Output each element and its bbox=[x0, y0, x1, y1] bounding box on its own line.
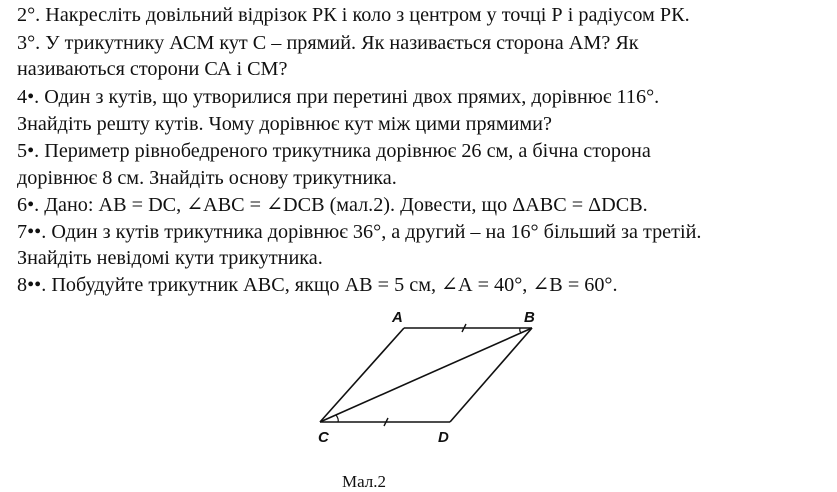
vertex-label-a: A bbox=[392, 309, 403, 326]
problem-8-text: Побудуйте трикутник АВС, якщо АВ = 5 см, ∠А = 40°, ∠В = 60°. bbox=[51, 274, 618, 296]
problem-4-line-2 bbox=[17, 111, 552, 137]
problem-8-number: 8••. bbox=[17, 274, 47, 296]
problem-5-text: Периметр рівнобедреного трикутника дорівнює 26 см, а бічна сторона bbox=[44, 140, 651, 162]
side-ac bbox=[320, 328, 404, 422]
problem-7-number: 7••. bbox=[17, 221, 47, 243]
problem-7-line-1 bbox=[17, 219, 701, 245]
problem-2-text: Накресліть довільний відрізок РК і коло з центром у точці Р і радіусом РК. bbox=[45, 4, 690, 26]
problem-4-text: Один з кутів, що утворилися при перетині двох прямих, дорівнює 116°. bbox=[44, 86, 660, 108]
problem-8-line-1 bbox=[17, 272, 618, 298]
problem-4-continuation: Знайдіть решту кутів. Чому дорівнює кут між цими прямими? bbox=[17, 113, 552, 135]
problem-4-number: 4•. bbox=[17, 86, 40, 108]
vertex-label-b: B bbox=[524, 309, 535, 326]
angle-arc-c bbox=[336, 415, 338, 422]
problem-6-number: 6•. bbox=[17, 194, 40, 216]
figure-caption: Мал.2 bbox=[342, 472, 387, 491]
diagonal-cb bbox=[320, 328, 532, 422]
vertex-label-d: D bbox=[438, 429, 449, 446]
problem-3-continuation: називаються сторони СА і СМ? bbox=[17, 58, 288, 80]
problem-3-text: У трикутнику АСМ кут С – прямий. Як називається сторона АМ? Як bbox=[45, 32, 639, 54]
problem-7-continuation: Знайдіть невідомі кути трикутника. bbox=[17, 247, 323, 269]
problem-5-line-2 bbox=[17, 165, 397, 191]
problem-7-line-2 bbox=[17, 245, 323, 271]
problem-6-line-1 bbox=[17, 192, 648, 218]
side-bd bbox=[450, 328, 532, 422]
problem-3-line-2 bbox=[17, 56, 287, 82]
problem-5-number: 5•. bbox=[17, 140, 40, 162]
figure-svg bbox=[300, 298, 560, 458]
problem-2-line-1 bbox=[17, 2, 690, 28]
problem-3-line-1 bbox=[17, 30, 639, 56]
vertex-label-c: C bbox=[318, 429, 329, 446]
problem-2-number: 2°. bbox=[17, 4, 41, 26]
problem-6-text: Дано: АВ = DС, ∠АВС = ∠DCВ (мал.2). Довести, що ΔАВС = ΔDCВ. bbox=[44, 194, 648, 216]
problem-4-line-1 bbox=[17, 84, 659, 110]
problem-3-number: 3°. bbox=[17, 32, 41, 54]
problem-5-line-1 bbox=[17, 138, 651, 164]
problem-7-text: Один з кутів трикутника дорівнює 36°, а другий – на 16° більший за третій. bbox=[51, 221, 702, 243]
problem-5-continuation: дорівнює 8 см. Знайдіть основу трикутника. bbox=[17, 167, 397, 189]
parallelogram-figure bbox=[300, 298, 560, 458]
